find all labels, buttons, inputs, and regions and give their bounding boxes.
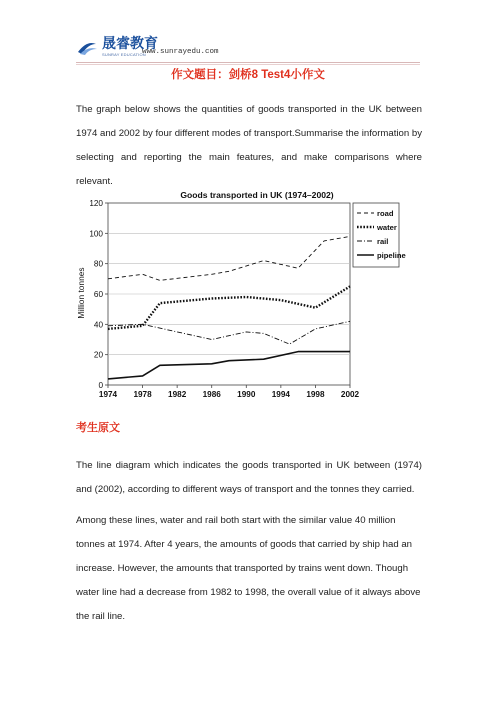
y-axis-label: Million tonnes [76,267,86,319]
legend-label-pipeline: pipeline [377,251,406,260]
essay-paragraph-1: The line diagram which indicates the goods transported in UK between (1974) and (2002), according to different ways of transport and the tonnes they carried. [76,460,422,495]
section-heading: 考生原文 [76,422,120,434]
series-line-water [108,286,350,329]
site-url-link[interactable]: www.sunrayedu.com [142,48,219,56]
logo-text: 晟睿教育 [102,36,158,52]
chart-title: Goods transported in UK (1974–2002) [180,190,334,200]
series-line-pipeline [108,352,350,379]
x-tick-label: 1978 [133,390,152,399]
line-chart [74,185,428,403]
legend-label-water: water [377,223,397,232]
header-divider-secondary [76,64,420,65]
y-tick-label: 120 [89,199,103,208]
prompt-paragraph: The graph below shows the quantities of goods transported in the UK between 1974 and 2002 by four different modes of transport.Summarise the information by selecting and reporting the main features, and make comparisons where relevant. [76,104,422,187]
series-line-road [108,236,350,280]
x-tick-label: 1998 [306,390,325,399]
x-tick-label: 1986 [202,390,221,399]
y-tick-label: 20 [93,350,103,360]
x-tick-label: 2002 [340,390,360,399]
y-tick-label: 40 [93,320,103,330]
y-tick-label: 60 [93,290,103,299]
site-header [76,36,436,62]
essay-paragraph-2: Among these lines, water and rail both start with the similar value 40 million tonnes at 1974. After 4 years, the amounts of goods that carried by ship had an increase. However, the amounts that transported by trains went down. Though water line had a decrease from 1982 to 1998, the overall value of it always above the rail line. [76,515,421,622]
legend-label-road: road [377,209,394,218]
legend-label-rail: rail [377,237,389,246]
y-tick-label: 0 [98,381,103,390]
page-title: 作文题目：剑桥8 Test4小作文 [171,69,325,81]
y-tick-label: 100 [89,229,103,239]
x-tick-label: 1974 [98,390,118,399]
logo-subtext: SUNRAY EDUCATION [102,52,146,57]
header-divider [76,62,420,63]
y-tick-label: 80 [93,259,103,269]
x-tick-label: 1982 [168,390,187,399]
x-tick-label: 1990 [237,390,256,399]
logo-icon [76,38,98,56]
x-tick-label: 1994 [271,390,290,399]
